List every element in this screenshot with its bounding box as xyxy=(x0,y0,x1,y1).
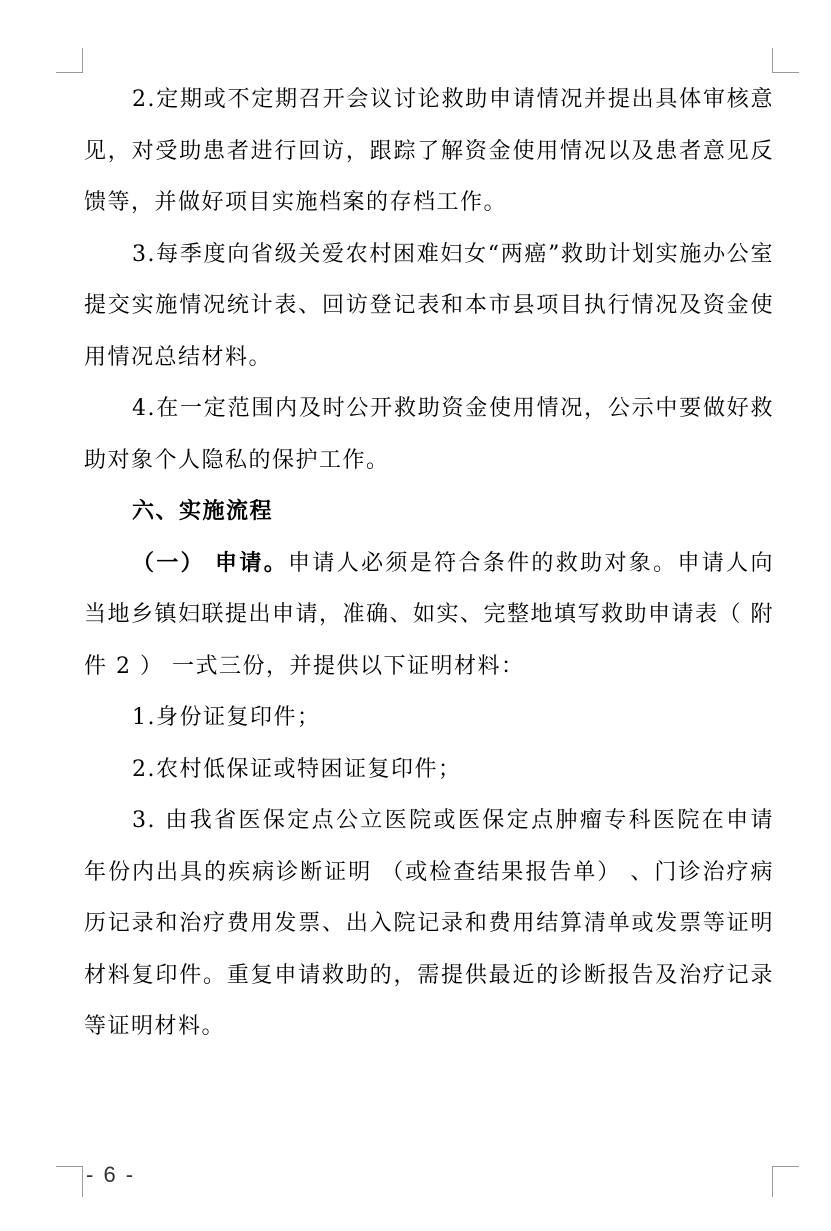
list-item-id-copy: 1.身份证复印件； xyxy=(132,705,321,730)
list-item-diagnosis-docs: 3. 由我省医保定点公立医院或医保定点肿瘤专科医院在申请年份内出具的疾病诊断证明 （或检查结果报告单） 、门诊治疗病历记录和治疗费用发票、出入院记录和费用结算清单或发票等证明材料复印件。重复申请救助的，需提供最近的诊断报告及治疗记录等证明材料。 xyxy=(84,808,774,1039)
apply-paragraph xyxy=(84,538,774,693)
list-item-low-income-cert: 2.农村低保证或特困证复印件； xyxy=(132,756,462,782)
page-number: - 6 - xyxy=(86,1162,136,1187)
apply-lead: （一） 申请。 xyxy=(132,550,289,576)
crop-mark-top-right xyxy=(772,48,799,73)
paragraph-item-4: 4.在一定范围内及时公开救助资金使用情况，公示中要做好救助对象个人隐私的保护工作。 xyxy=(84,396,774,473)
document-body xyxy=(84,74,774,1053)
crop-mark-bottom-right xyxy=(772,1166,799,1197)
paragraph-item-3: 3.每季度向省级关爱农村困难妇女“两癌”救助计划实施办公室提交实施情况统计表、回访登记表和本市县项目执行情况及资金使用情况总结材料。 xyxy=(84,241,774,370)
paragraph-item-2: 2.定期或不定期召开会议讨论救助申请情况并提出具体审核意见，对受助患者进行回访，跟踪了解资金使用情况以及患者意见反馈等，并做好项目实施档案的存档工作。 xyxy=(84,87,774,215)
section-heading: 六、实施流程 xyxy=(132,499,274,524)
crop-mark-top-left xyxy=(56,48,83,73)
crop-mark-bottom-left xyxy=(56,1166,83,1197)
apply-text: 申请人必须是符合条件的救助对象。申请人向当地乡镇妇联提出申请，准确、如实、完整地填写救助申请表（ 附件 2 ） 一式三份，并提供以下证明材料： xyxy=(84,550,774,679)
